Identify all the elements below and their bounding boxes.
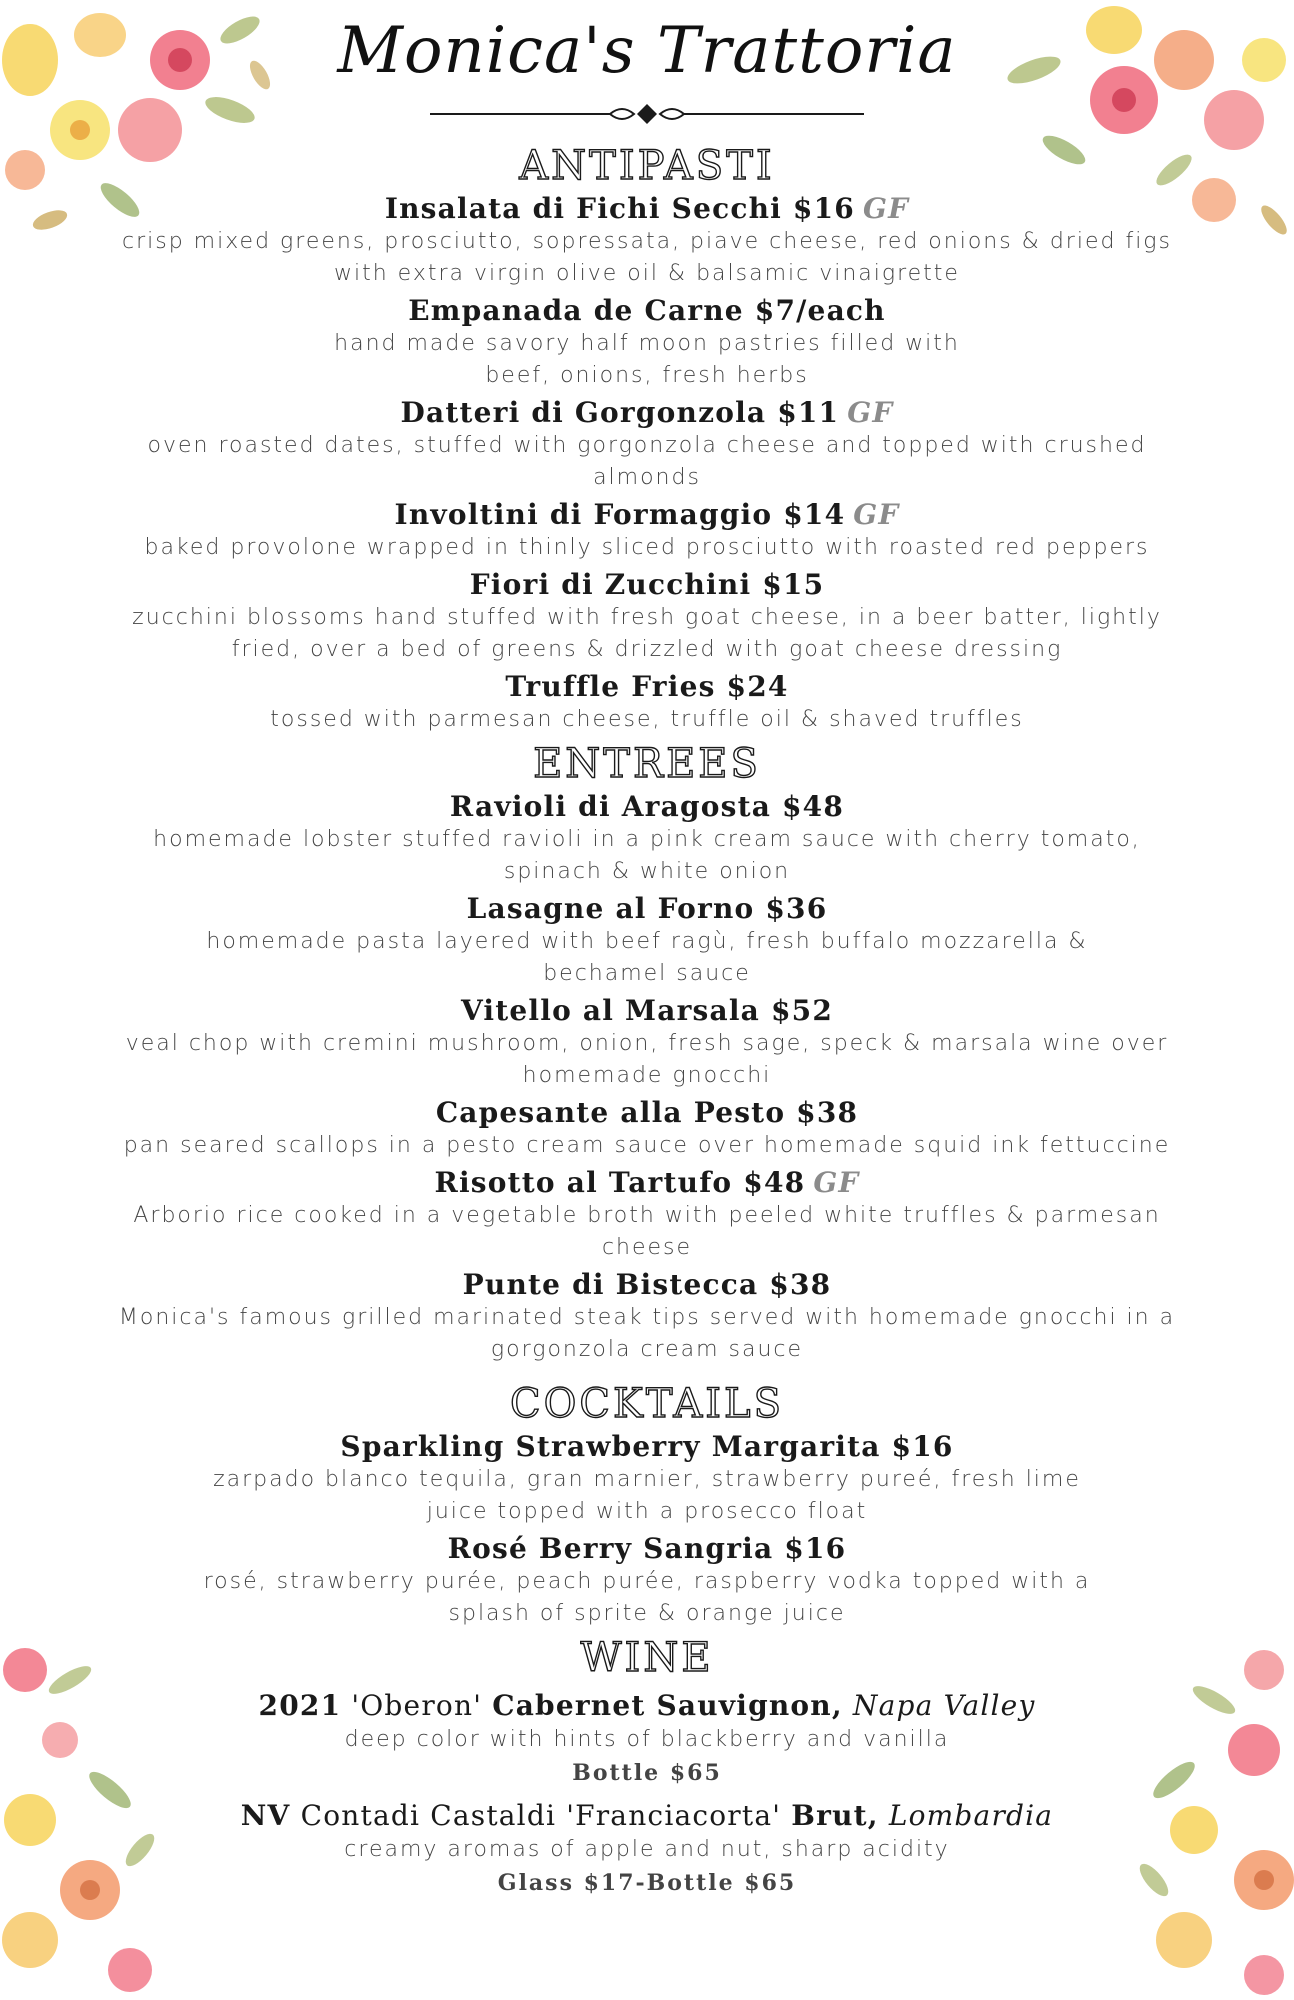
menu-item-name: Truffle Fries $24: [505, 670, 789, 703]
menu-item-description: beef, onions, fresh herbs: [485, 363, 809, 388]
restaurant-title: Monica's Trattoria: [337, 14, 957, 88]
menu-item-name: Datteri di Gorgonzola $11 GF: [400, 396, 894, 429]
menu-item-description: pan seared scallops in a pesto cream sauce over homemade squid ink fettuccine: [123, 1133, 1171, 1158]
menu-item-description: homemade lobster stuffed ravioli in a pink cream sauce with cherry tomato,: [153, 827, 1141, 852]
title-divider-ornament: [430, 100, 864, 128]
menu-item-name: Sparkling Strawberry Margarita $16: [340, 1430, 954, 1463]
menu-item-name: Risotto al Tartufo $48 GF: [434, 1166, 860, 1199]
menu-item-description: cheese: [601, 1235, 693, 1260]
wine-item-price: Glass $17-Bottle $65: [497, 1870, 797, 1896]
wine-item-name: NV Contadi Castaldi 'Franciacorta' Brut, Lombardia: [240, 1799, 1054, 1832]
menu-item-description: splash of sprite & orange juice: [448, 1601, 846, 1626]
gluten-free-label: GF: [853, 498, 900, 531]
menu-item-description: oven roasted dates, stuffed with gorgonzola cheese and topped with crushed: [147, 433, 1147, 458]
menu-item-description: homemade gnocchi: [522, 1063, 772, 1088]
wine-item-description: creamy aromas of apple and nut, sharp acidity: [344, 1837, 950, 1862]
menu-item-description: Monica's famous grilled marinated steak tips served with homemade gnocchi in a: [118, 1305, 1176, 1330]
menu-item-description: crisp mixed greens, prosciutto, sopressata, piave cheese, red onions & dried figs: [122, 229, 1172, 254]
menu-item-name: Lasagne al Forno $36: [466, 892, 828, 925]
menu-item-description: veal chop with cremini mushroom, onion, fresh sage, speck & marsala wine over: [125, 1031, 1169, 1056]
menu-item-description: spinach & white onion: [503, 859, 791, 884]
menu-item-name: Ravioli di Aragosta $48: [449, 790, 845, 823]
menu-item-name: Capesante alla Pesto $38: [435, 1096, 859, 1129]
menu-item-description: almonds: [593, 465, 701, 490]
menu-item-description: zarpado blanco tequila, gran marnier, strawberry pureé, fresh lime: [213, 1467, 1081, 1492]
menu-item-description: fried, over a bed of greens & drizzled with goat cheese dressing: [231, 637, 1063, 662]
menu-item-name: Involtini di Formaggio $14 GF: [394, 498, 900, 531]
menu-item-description: hand made savory half moon pastries filled with: [334, 331, 960, 356]
menu-item-name: Fiori di Zucchini $15: [469, 568, 825, 601]
gluten-free-label: GF: [862, 192, 910, 225]
menu-item-name: Vitello al Marsala $52: [460, 994, 833, 1027]
section-title-wine: WINE: [580, 1635, 714, 1681]
menu-item-description: tossed with parmesan cheese, truffle oil & shaved truffles: [270, 707, 1024, 732]
menu-item-description: baked provolone wrapped in thinly sliced prosciutto with roasted red peppers: [144, 535, 1150, 560]
wine-item-description: deep color with hints of blackberry and vanilla: [344, 1727, 950, 1752]
menu-item-description: zucchini blossoms hand stuffed with fresh goat cheese, in a beer batter, lightly: [132, 605, 1162, 630]
section-title-cocktails: COCKTAILS: [509, 1381, 785, 1427]
section-title-entrees: ENTREES: [533, 741, 761, 787]
menu-item-description: Arborio rice cooked in a vegetable broth with peeled white truffles & parmesan: [133, 1203, 1161, 1228]
gluten-free-label: GF: [847, 396, 894, 429]
menu-item-name: Punte di Bistecca $38: [462, 1268, 832, 1301]
section-title-antipasti: ANTIPASTI: [519, 143, 775, 189]
menu-item-description: bechamel sauce: [543, 961, 751, 986]
menu-content: [60, 140, 1234, 1900]
menu-item-name: Insalata di Fichi Secchi $16 GF: [384, 192, 910, 225]
menu-item-description: rosé, strawberry purée, peach purée, raspberry vodka topped with a: [203, 1569, 1091, 1594]
menu-item-name: Rosé Berry Sangria $16: [447, 1532, 847, 1565]
menu-item-description: homemade pasta layered with beef ragù, fresh buffalo mozzarella &: [206, 929, 1088, 954]
menu-item-description: juice topped with a prosecco float: [426, 1499, 868, 1524]
menu-item-name: Empanada de Carne $7/each: [408, 294, 886, 327]
gluten-free-label: GF: [813, 1166, 860, 1199]
menu-item-description: gorgonzola cream sauce: [490, 1337, 804, 1362]
wine-item-price: Bottle $65: [572, 1760, 722, 1786]
menu-item-description: with extra virgin olive oil & balsamic vinaigrette: [334, 261, 960, 286]
wine-item-name: 2021 'Oberon' Cabernet Sauvignon, Napa Valley: [258, 1689, 1036, 1722]
